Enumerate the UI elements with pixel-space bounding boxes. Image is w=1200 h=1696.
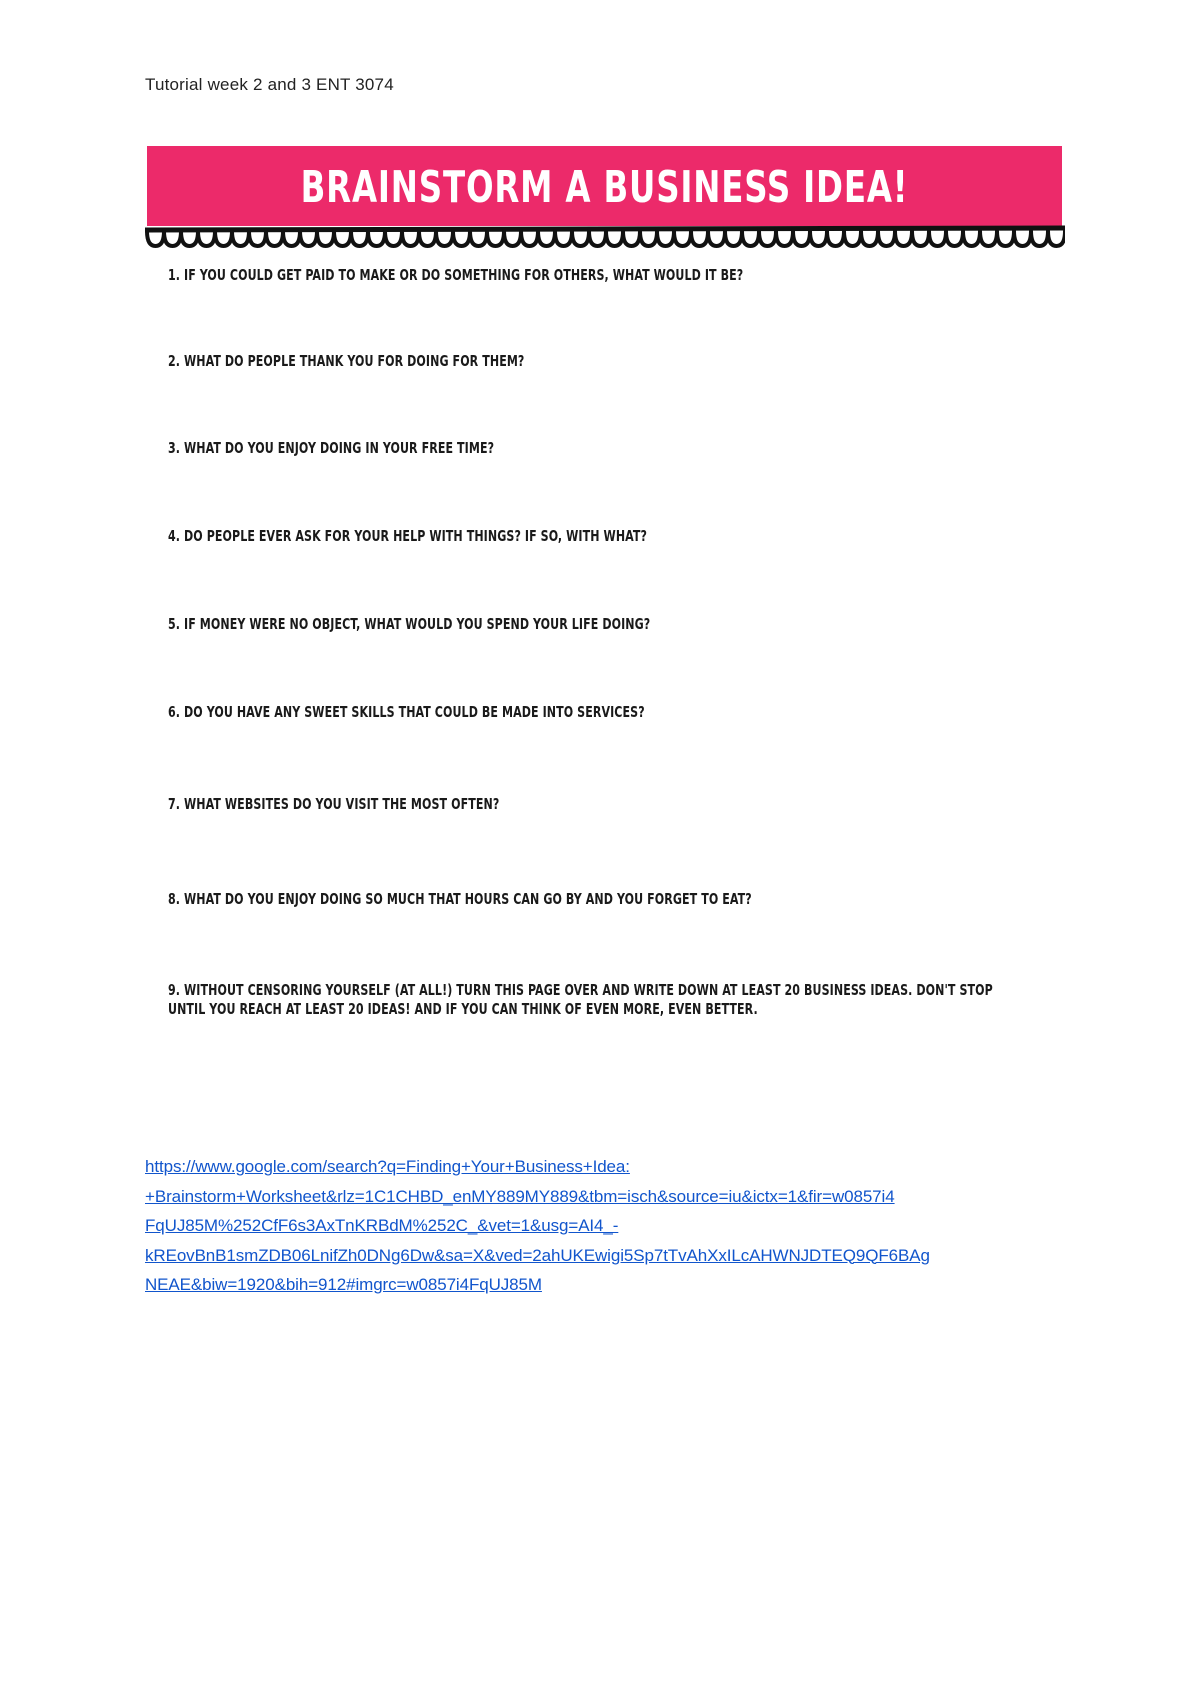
title-banner [147, 146, 1062, 226]
source-link-line-5[interactable]: NEAE&biw=1920&bih=912#imgrc=w0857i4FqUJ85M [145, 1275, 542, 1294]
source-link[interactable] [145, 1152, 1075, 1300]
banner-title: BRAINSTORM A BUSINESS IDEA! [300, 162, 909, 213]
document-header: Tutorial week 2 and 3 ENT 3074 [145, 75, 394, 94]
question-1: 1. IF YOU COULD GET PAID TO MAKE OR DO SOMETHING FOR OTHERS, WHAT WOULD IT BE? [168, 266, 744, 284]
source-link-line-4[interactable]: kREovBnB1smZDB06LnifZh0DNg6Dw&sa=X&ved=2ahUKEwigi5Sp7tTvAhXxILcAHWNJDTEQ9QF6BAg [145, 1245, 930, 1265]
source-link-line-1[interactable]: https://www.google.com/search?q=Finding+Your+Business+Idea: [145, 1157, 630, 1176]
question-7: 7. WHAT WEBSITES DO YOU VISIT THE MOST OFTEN? [168, 795, 500, 813]
source-link-line-2[interactable]: +Brainstorm+Worksheet&rlz=1C1CHBD_enMY889MY889&tbm=isch&source=iu&ictx=1&fir=w0857i4 [145, 1186, 895, 1206]
question-2: 2. WHAT DO PEOPLE THANK YOU FOR DOING FOR THEM? [168, 352, 525, 370]
question-6: 6. DO YOU HAVE ANY SWEET SKILLS THAT COULD BE MADE INTO SERVICES? [168, 703, 645, 721]
scalloped-border [145, 222, 1065, 256]
question-5: 5. IF MONEY WERE NO OBJECT, WHAT WOULD YOU SPEND YOUR LIFE DOING? [168, 615, 651, 633]
source-link-line-3[interactable]: FqUJ85M%252CfF6s3AxTnKRBdM%252C_&vet=1&usg=AI4_- [145, 1216, 619, 1235]
question-8: 8. WHAT DO YOU ENJOY DOING SO MUCH THAT HOURS CAN GO BY AND YOU FORGET TO EAT? [168, 890, 752, 908]
question-3: 3. WHAT DO YOU ENJOY DOING IN YOUR FREE TIME? [168, 439, 495, 457]
question-4: 4. DO PEOPLE EVER ASK FOR YOUR HELP WITH THINGS? IF SO, WITH WHAT? [168, 527, 647, 545]
question-9: 9. WITHOUT CENSORING YOURSELF (AT ALL!) TURN THIS PAGE OVER AND WRITE DOWN AT LEAST 20 BUSINESS IDEAS. DON'T STOP UNTIL YOU REACH AT LEAST 20 IDEAS! AND IF YOU CAN THINK OF EVEN MORE, EVEN BETTER. [168, 981, 993, 1018]
